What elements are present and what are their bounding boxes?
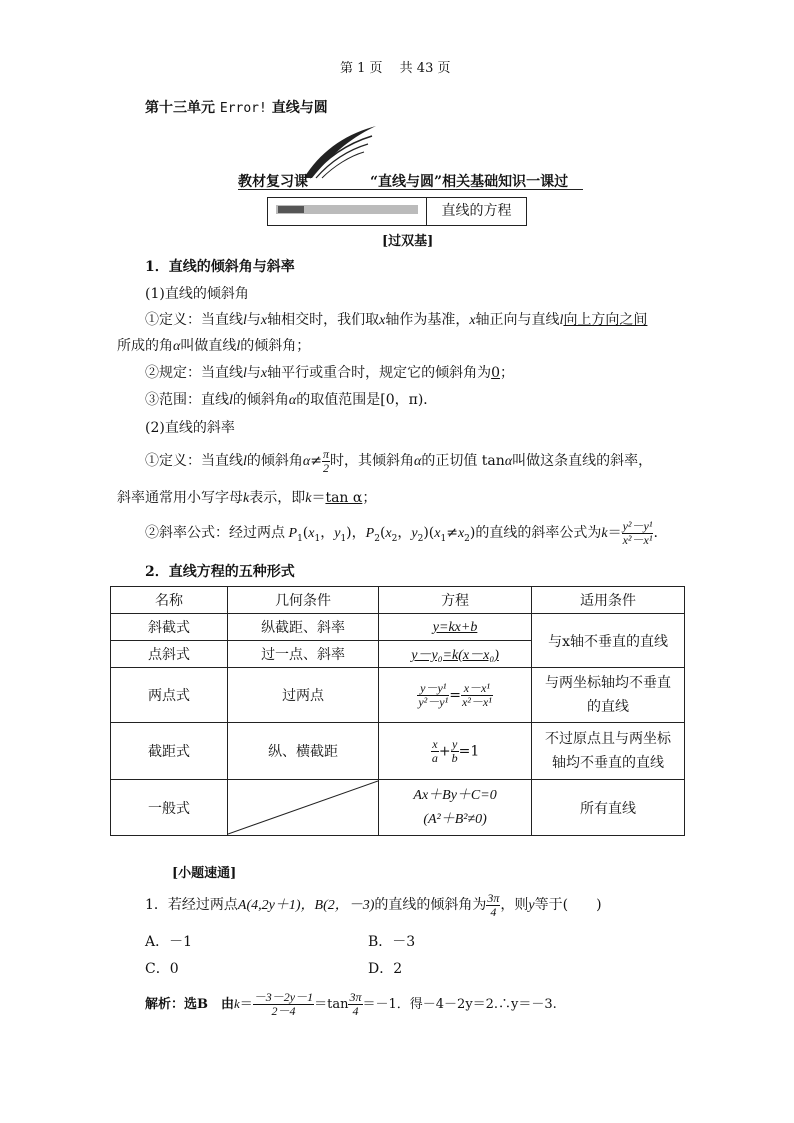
unit-title-prefix: 第十三单元 — [145, 100, 215, 116]
banner-left: 教材复习课 — [238, 174, 308, 190]
table-cell-eq: y=kx+b — [379, 614, 532, 641]
practice-tag: [小题速通] — [172, 866, 237, 881]
table-cell-name: 两点式 — [111, 668, 228, 723]
s1-slope-formula-line: ②斜率公式：经过两点 $P_1(x_1$，$y_1$)，$P_2(x_2$，$y_2)(x_1\ne x_2)$的直线的斜率公式为k＝ $\frac{\text{y²－y¹}}{\text{x²－x¹}}$ . — [145, 518, 658, 547]
table-cell-scope: 不过原点且与两坐标轴均不垂直的直线 — [532, 723, 685, 780]
s1-sub2: (2)直线的斜率 — [145, 420, 235, 436]
unit-title — [145, 97, 328, 117]
table-cell-cond-empty — [228, 780, 379, 836]
page-number-header: 第 1 页 共 43 页 — [340, 61, 451, 76]
topic-bar-badge — [268, 198, 427, 225]
topic-bar-label: 直线的方程 — [441, 203, 512, 219]
table-cell-cond: 过一点、斜率 — [228, 641, 379, 668]
table-cell-scope: 与x轴不垂直的直线 — [532, 614, 685, 668]
three-pi-over-four-fraction: $\frac{3\pi}{4}$ — [487, 890, 500, 919]
option-d: D．2 — [368, 961, 403, 977]
solution-fraction: $\frac{-3-2y-1}{2-4}$ — [253, 990, 314, 1018]
table-header-cell: 名称 — [111, 587, 228, 614]
table-cell-scope: 所有直线 — [532, 780, 685, 836]
table-cell-name: 一般式 — [111, 780, 228, 836]
table-header-row — [111, 587, 685, 614]
table-header-cell: 几何条件 — [228, 587, 379, 614]
diagonal-slash-icon — [228, 780, 378, 835]
table-cell-cond: 纵截距、斜率 — [228, 614, 379, 641]
s1-slope-def-line2: 斜率通常用小写字母k表示，即k＝tan α； — [117, 490, 377, 506]
table-row — [111, 723, 685, 780]
table-cell-name: 斜截式 — [111, 614, 228, 641]
s1-title: 1．直线的倾斜角与斜率 — [145, 259, 295, 275]
table-cell-eq: y－y₀=k(x－x₀) — [379, 641, 532, 668]
table-header-cell: 方程 — [379, 587, 532, 614]
table-row — [111, 614, 685, 641]
solution-1: 解析：选B 由k＝ $\frac{-3-2y-1}{2-4}$ ＝tan $\frac{3\pi}{4}$ ＝－1．得－4－2y＝2.∴y＝－3. — [145, 990, 557, 1018]
table-cell-name: 截距式 — [111, 723, 228, 780]
s2-title: 2．直线方程的五种形式 — [145, 564, 295, 580]
topic-bar — [267, 197, 527, 226]
table-row — [111, 780, 685, 836]
table-cell-name: 点斜式 — [111, 641, 228, 668]
option-b: B．－3 — [368, 934, 416, 950]
option-a: A．－1 — [145, 934, 193, 950]
table-cell-cond: 纵、横截距 — [228, 723, 379, 780]
table-cell-eq: Ax＋By＋C=0 (A²＋B²≠0) — [379, 780, 532, 836]
line-equation-forms-table — [110, 586, 685, 836]
option-c: C．0 — [145, 961, 179, 977]
table-header-cell: 适用条件 — [532, 587, 685, 614]
unit-title-error: Error! — [219, 101, 267, 116]
unit-title-suffix: 直线与圆 — [271, 100, 328, 116]
table-cell-eq: $\frac{\text{y－y¹}}{\text{y²－y¹}}$ = $\frac{\text{x－x¹}}{\text{x²－x¹}}$ — [379, 668, 532, 723]
question-1: 1．若经过两点A(4,2y＋1)，B(2，－3)的直线的倾斜角为 $\frac{3\pi}{4}$ ，则y等于( ) — [145, 890, 602, 919]
s1-sub1: (1)直线的倾斜角 — [145, 286, 249, 302]
solution-angle-fraction: $\frac{3\pi}{4}$ — [349, 990, 362, 1018]
pi-over-two-fraction: $\frac{\pi}{2}$ — [322, 446, 329, 475]
table-cell-eq: $\frac{x}{a}$ + $\frac{y}{b}$ =1 — [379, 723, 532, 780]
s1-def-line2: 所成的角α叫做直线l的倾斜角； — [117, 338, 311, 354]
s1-slope-def-line: ①定义：当直线l的倾斜角α≠ $\frac{\pi}{2}$ 时，其倾斜角α的正切值 tanα叫做这条直线的斜率， — [145, 446, 653, 475]
table-cell-scope: 与两坐标轴均不垂直的直线 — [532, 668, 685, 723]
s1-rule-line: ②规定：当直线l与x轴平行或重合时，规定它的倾斜角为0； — [145, 365, 515, 381]
swoosh-decoration-icon — [300, 122, 380, 182]
section-tag: [过双基] — [382, 234, 434, 249]
s1-range-line: ③范围：直线l的倾斜角α的取值范围是[0，π)． — [145, 392, 438, 408]
banner-right: “直线与圆”相关基础知识一课过 — [370, 174, 569, 190]
s1-def-line: ①定义：当直线l与x轴相交时，我们取x轴作为基准，x轴正向与直线l向上方向之间 — [145, 312, 648, 328]
slope-formula-fraction: $\frac{\text{y²－y¹}}{\text{x²－x¹}}$ — [622, 518, 653, 547]
table-row — [111, 668, 685, 723]
table-cell-cond: 过两点 — [228, 668, 379, 723]
